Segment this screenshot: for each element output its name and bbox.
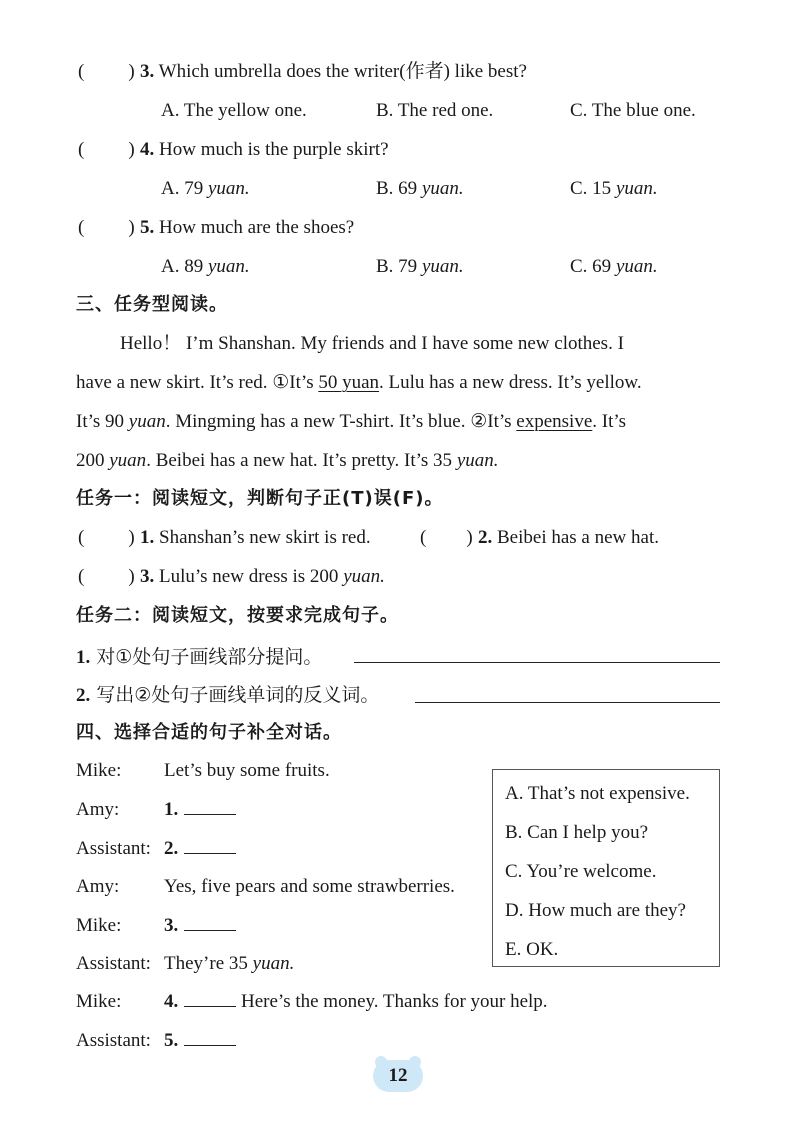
answer-blank[interactable]	[184, 1029, 236, 1046]
blank-number: 3.	[164, 915, 179, 936]
question-text-cn: 作者	[405, 60, 444, 82]
answer-blank[interactable]	[184, 798, 236, 815]
underlined-price: 50 yuan	[318, 372, 380, 393]
q4-option-a[interactable]: A. 79 yuan.	[161, 178, 250, 199]
dialog-text: Let’s buy some fruits.	[164, 760, 330, 781]
task1-item-1: ( ) 1. Shanshan’s new skirt is red.	[78, 527, 371, 548]
q3-option-c[interactable]: C. The blue one.	[570, 100, 696, 121]
option-b[interactable]: B. Can I help you?	[505, 822, 649, 843]
dialog-line	[76, 875, 455, 899]
dialog-line	[76, 1029, 236, 1053]
question-text: How much are the shoes?	[154, 217, 355, 238]
dialog-line	[76, 914, 236, 938]
task1-item-3: ( ) 3. Lulu’s new dress is 200 yuan.	[78, 566, 385, 587]
answer-bracket[interactable]: ( )	[78, 139, 135, 160]
section-4-title: 四、选择合适的句子补全对话。	[76, 722, 342, 743]
task2-item-2: 2. 写出②处句子画线单词的反义词。	[76, 684, 380, 706]
question-number: 3.	[140, 61, 155, 82]
option-e[interactable]: E. OK.	[505, 939, 559, 960]
q5-option-a[interactable]: A. 89 yuan.	[161, 256, 250, 277]
option-c[interactable]: C. You’re welcome.	[505, 861, 657, 882]
dialog-line	[76, 990, 548, 1014]
dialog-line	[76, 759, 330, 783]
dialog-line	[76, 798, 236, 822]
option-a[interactable]: A. That’s not expensive.	[505, 783, 690, 804]
question-number: 5.	[140, 217, 155, 238]
question-5	[78, 216, 354, 240]
speaker-label: Amy:	[76, 799, 120, 820]
answer-blank[interactable]	[184, 914, 236, 931]
answer-bracket[interactable]: ( )	[420, 527, 473, 548]
section-3-title: 三、任务型阅读。	[76, 294, 228, 315]
question-number: 4.	[140, 139, 155, 160]
page-number-badge: 12	[373, 1060, 423, 1092]
dialog-text: Here’s the money. Thanks for your help.	[236, 991, 548, 1012]
blank-number: 5.	[164, 1030, 179, 1051]
answer-bracket[interactable]: ( )	[78, 527, 135, 548]
task2-item-1: 1. 对①处句子画线部分提问。	[76, 646, 323, 668]
dialog-line	[76, 837, 236, 861]
q5-option-b[interactable]: B. 79 yuan.	[376, 256, 464, 277]
underlined-word: expensive	[516, 411, 593, 432]
options-box	[492, 769, 720, 967]
task-1-title: 任务一：阅读短文，判断句子正(T)误(F)。	[76, 488, 444, 509]
question-text-end: ) like best?	[443, 61, 527, 82]
task-2-title: 任务二：阅读短文，按要求完成句子。	[76, 605, 399, 626]
question-text: Which umbrella does the writer(	[154, 61, 406, 82]
blank-number: 2.	[164, 838, 179, 859]
passage-line-4: 200 yuan. Beibei has a new hat. It’s pretty. It’s 35 yuan.	[76, 450, 499, 471]
answer-line[interactable]	[354, 646, 720, 663]
question-3	[78, 59, 527, 84]
dialog-line: Assistant: They’re 35 yuan.	[76, 953, 295, 974]
speaker-label: Amy:	[76, 876, 120, 897]
speaker-label: Mike:	[76, 915, 122, 936]
speaker-label: Assistant:	[76, 838, 151, 859]
question-text: How much is the purple skirt?	[154, 139, 389, 160]
answer-line[interactable]	[415, 686, 720, 703]
answer-bracket[interactable]: ( )	[78, 217, 135, 238]
q5-option-c[interactable]: C. 69 yuan.	[570, 256, 658, 277]
passage-line-1: Hello！ I’m Shanshan. My friends and I have some new clothes. I	[120, 333, 624, 354]
answer-blank[interactable]	[184, 837, 236, 854]
passage-line-2: have a new skirt. It’s red. ①It’s 50 yuan. Lulu has a new dress. It’s yellow.	[76, 372, 642, 393]
speaker-label: Mike:	[76, 991, 122, 1012]
q3-option-b[interactable]: B. The red one.	[376, 100, 494, 121]
speaker-label: Mike:	[76, 760, 122, 781]
blank-number: 1.	[164, 799, 179, 820]
task1-item-2: ( ) 2. Beibei has a new hat.	[420, 527, 659, 548]
q3-option-a[interactable]: A. The yellow one.	[161, 100, 307, 121]
speaker-label: Assistant:	[76, 953, 151, 974]
q4-option-b[interactable]: B. 69 yuan.	[376, 178, 464, 199]
option-d[interactable]: D. How much are they?	[505, 900, 686, 921]
question-4	[78, 138, 389, 162]
dialog-text: Yes, five pears and some strawberries.	[164, 876, 455, 897]
speaker-label: Assistant:	[76, 1030, 151, 1051]
passage-line-3: It’s 90 yuan. Mingming has a new T-shirt. It’s blue. ②It’s expensive. It’s	[76, 411, 627, 432]
q4-option-c[interactable]: C. 15 yuan.	[570, 178, 658, 199]
dialog-text: They’re 35	[164, 953, 253, 974]
answer-bracket[interactable]: ( )	[78, 566, 135, 587]
answer-blank[interactable]	[184, 990, 236, 1007]
blank-number: 4.	[164, 991, 179, 1012]
answer-bracket[interactable]: ( )	[78, 61, 135, 82]
